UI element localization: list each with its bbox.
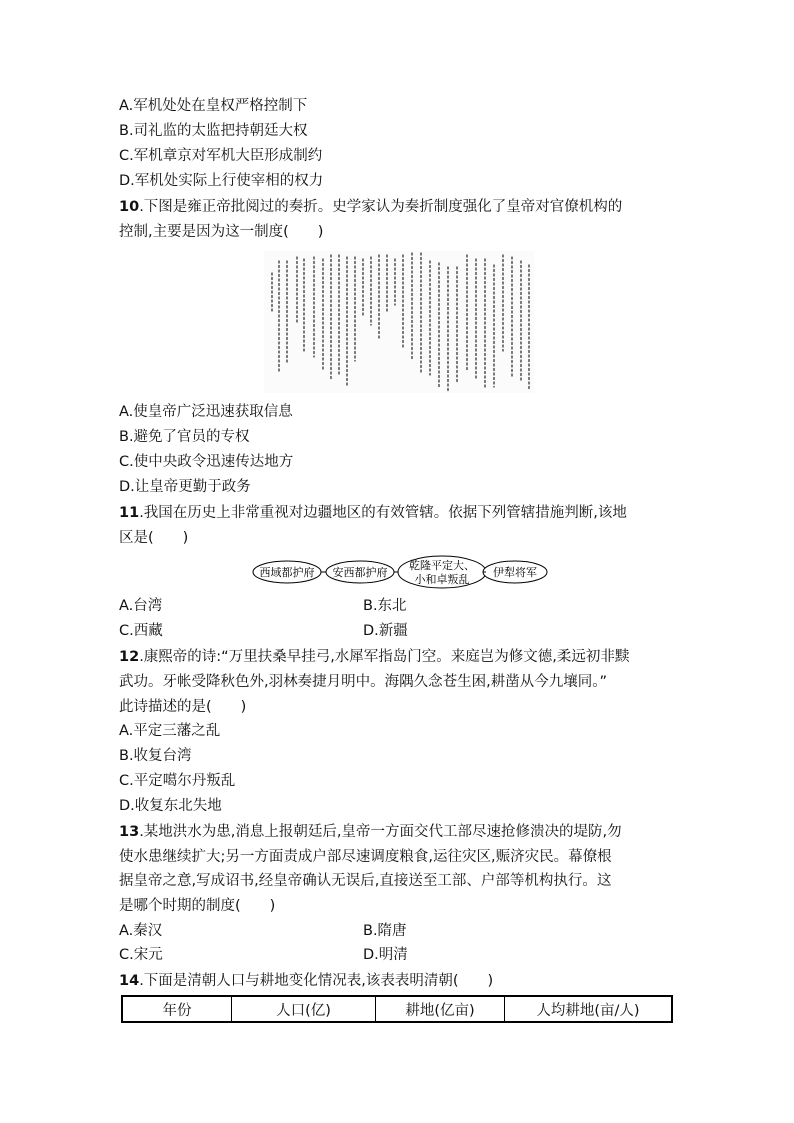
q10-number: 10 bbox=[119, 199, 140, 215]
q11-stem-line2: 区是( ) bbox=[119, 530, 189, 546]
q12-number: 12 bbox=[119, 649, 140, 665]
q13-option-d: D.明清 bbox=[363, 947, 408, 963]
q9-option-d: D.军机处实际上行使宰相的权力 bbox=[119, 173, 324, 189]
q12-option-d: D.收复东北失地 bbox=[119, 798, 222, 814]
q11-stem bbox=[119, 503, 627, 523]
header-population: 人口(亿) bbox=[232, 996, 376, 1022]
q14-stem-line1: .下面是清朝人口与耕地变化情况表,该表表明清朝( ) bbox=[139, 973, 494, 989]
flow-label-3b: 小和卓叛乱 bbox=[414, 573, 470, 586]
q13-number: 13 bbox=[119, 824, 140, 840]
jurisdiction-flowchart bbox=[252, 555, 552, 589]
q12-stem bbox=[119, 647, 629, 667]
q11-option-c: C.西藏 bbox=[119, 623, 163, 639]
q13-options-row2 bbox=[119, 945, 408, 965]
q13-stem-line1: .某地洪水为患,消息上报朝廷后,皇帝一方面交代工部尽速抢修溃决的堤防,勿 bbox=[139, 824, 622, 840]
q13-option-a: A.秦汉 bbox=[119, 923, 163, 939]
flow-label-1: 西域都护府 bbox=[259, 566, 315, 579]
population-farmland-table bbox=[121, 995, 673, 1023]
header-per-capita-farmland: 人均耕地(亩/人) bbox=[505, 996, 673, 1022]
q12-stem-line1: .康熙帝的诗:“万里扶桑早挂弓,水犀军指岛门空。来庭岂为修文德,柔远初非黩 bbox=[139, 649, 630, 665]
flow-label-2: 安西都护府 bbox=[332, 566, 388, 579]
q12-stem-line3: 此诗描述的是( ) bbox=[119, 699, 247, 715]
q11-option-b: B.东北 bbox=[363, 598, 407, 614]
q11-option-a: A.台湾 bbox=[119, 598, 163, 614]
flow-label-4: 伊犁将军 bbox=[493, 566, 537, 579]
header-year: 年份 bbox=[122, 996, 232, 1022]
memorial-image bbox=[264, 251, 534, 393]
q9-option-b: B.司礼监的太监把持朝廷大权 bbox=[119, 123, 308, 139]
q12-option-c: C.平定噶尔丹叛乱 bbox=[119, 773, 236, 789]
q10-option-b: B.避免了官员的专权 bbox=[119, 429, 250, 445]
q13-stem-line2: 使水患继续扩大;另一方面责成户部尽速调度粮食,运往灾区,赈济灾民。幕僚根 bbox=[119, 849, 612, 865]
q14-stem bbox=[119, 971, 493, 991]
q13-option-c: C.宋元 bbox=[119, 947, 163, 963]
table-header-row bbox=[122, 996, 672, 1022]
q12-option-b: B.收复台湾 bbox=[119, 748, 192, 764]
memorial-manuscript-graphic bbox=[264, 251, 534, 393]
q10-stem bbox=[119, 197, 622, 217]
q11-options-row1 bbox=[119, 596, 407, 616]
q10-option-a: A.使皇帝广泛迅速获取信息 bbox=[119, 404, 293, 420]
q9-option-c: C.军机章京对军机大臣形成制约 bbox=[119, 148, 323, 164]
q10-stem-line2: 控制,主要是因为这一制度( ) bbox=[119, 224, 324, 240]
q14-number: 14 bbox=[119, 973, 140, 989]
q10-option-d: D.让皇帝更勤于政务 bbox=[119, 479, 251, 495]
q13-options-row1 bbox=[119, 921, 407, 941]
q13-option-b: B.隋唐 bbox=[363, 923, 407, 939]
flow-label-3a: 乾隆平定大、 bbox=[409, 559, 475, 572]
q11-stem-line1: .我国在历史上非常重视对边疆地区的有效管辖。依据下列管辖措施判断,该地 bbox=[139, 505, 627, 521]
q9-option-a: A.军机处处在皇权严格控制下 bbox=[119, 98, 308, 114]
q11-options-row2 bbox=[119, 621, 408, 641]
q13-stem bbox=[119, 822, 622, 842]
q12-option-a: A.平定三藩之乱 bbox=[119, 723, 221, 739]
q12-stem-line2: 武功。牙帐受降秋色外,羽林奏捷月明中。海隅久念苍生困,耕凿从今九壤同。” bbox=[119, 674, 607, 690]
header-farmland: 耕地(亿亩) bbox=[376, 996, 505, 1022]
q10-stem-line1: .下图是雍正帝批阅过的奏折。史学家认为奏折制度强化了皇帝对官僚机构的 bbox=[139, 199, 623, 215]
q11-option-d: D.新疆 bbox=[363, 623, 408, 639]
q13-stem-line4: 是哪个时期的制度( ) bbox=[119, 898, 276, 914]
q10-option-c: C.使中央政令迅速传达地方 bbox=[119, 454, 294, 470]
q11-number: 11 bbox=[119, 505, 140, 521]
q13-stem-line3: 据皇帝之意,写成诏书,经皇帝确认无误后,直接送至工部、户部等机构执行。这 bbox=[119, 873, 612, 889]
